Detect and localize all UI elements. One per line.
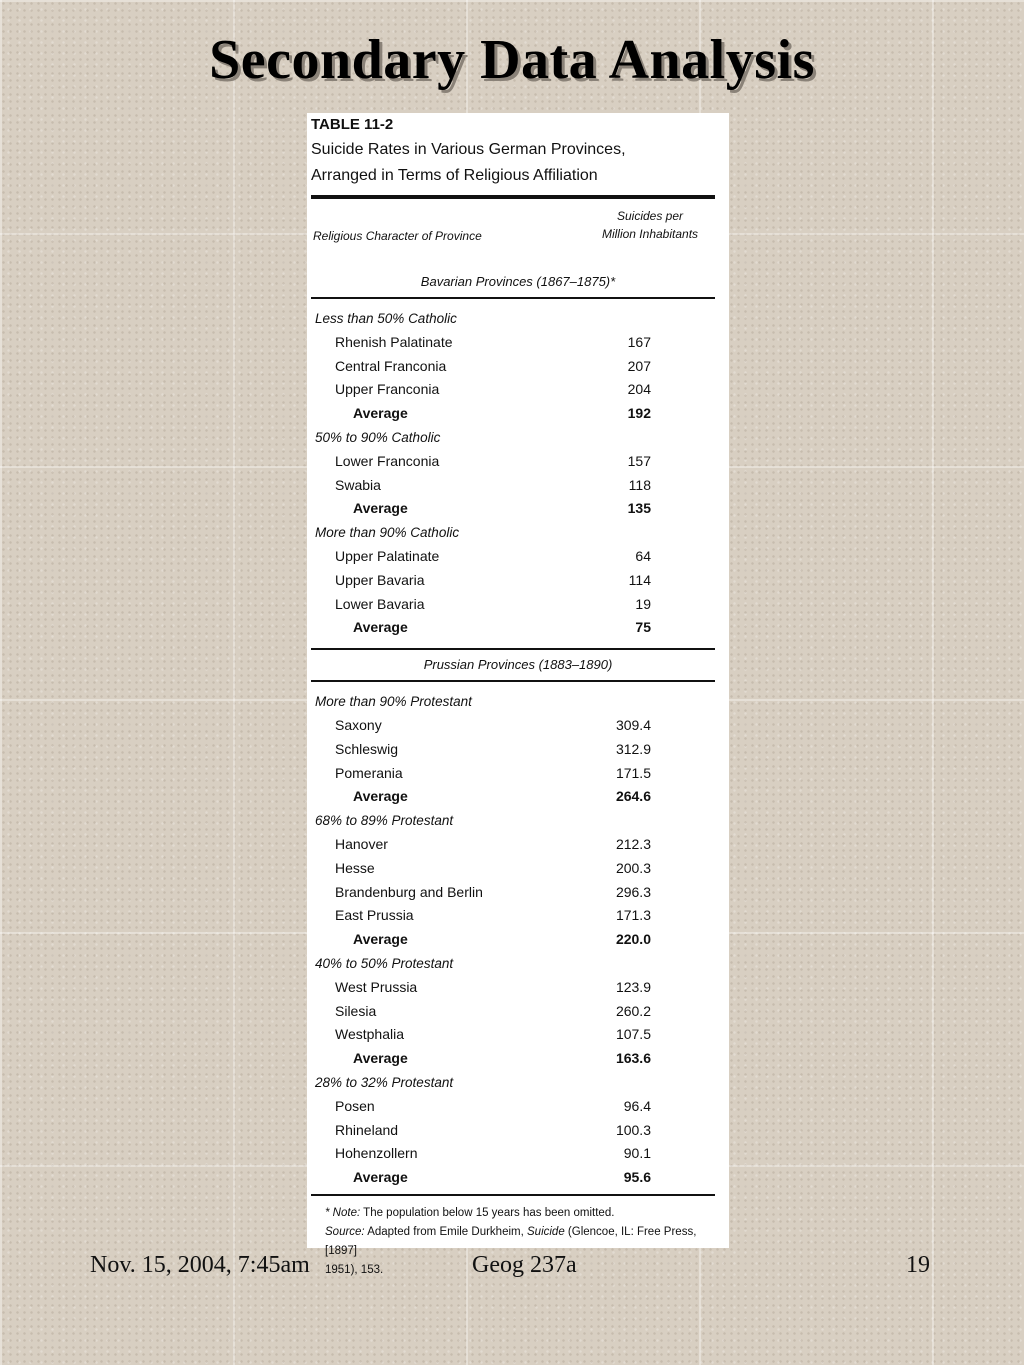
table-header-row (311, 199, 715, 267)
province-name: Average (353, 1169, 408, 1186)
suicide-rate-value: 157 (627, 452, 651, 469)
suicide-rate-value: 95.6 (623, 1169, 651, 1186)
province-name: Hesse (335, 859, 375, 876)
province-name: Upper Bavaria (335, 571, 425, 588)
suicide-rate-value: 90.1 (623, 1145, 651, 1162)
suicide-rate-value: 192 (627, 405, 651, 422)
province-name: Swabia (335, 476, 381, 493)
table-row (311, 1095, 715, 1119)
province-name: Average (353, 405, 408, 422)
suicide-rate-value: 107.5 (615, 1026, 651, 1043)
suicide-rate-value: 212.3 (615, 835, 651, 852)
province-name: Schleswig (335, 740, 399, 757)
suicide-rate-value: 64 (635, 547, 651, 564)
group-heading-row (311, 307, 715, 331)
suicide-rate-value: 296.3 (615, 883, 651, 900)
table-caption-line: Arranged in Terms of Religious Affiliation (311, 167, 598, 184)
suicide-rate-value: 19 (635, 595, 651, 612)
table-row (311, 1142, 715, 1166)
group-label: 28% to 32% Protestant (315, 1074, 454, 1090)
table-row (311, 593, 715, 617)
suicide-rate-value: 96.4 (623, 1097, 651, 1114)
group-heading-row (311, 426, 715, 450)
table-row (311, 569, 715, 593)
table-row (311, 450, 715, 474)
suicide-rate-value: 118 (628, 476, 651, 493)
column-header-province: Religious Character of Province (313, 229, 482, 243)
table-row (311, 1023, 715, 1047)
column-header-rate-line: Suicides per (616, 209, 684, 223)
province-name: East Prussia (335, 907, 414, 924)
table-row (311, 1119, 715, 1143)
group-heading-row (311, 521, 715, 545)
suicide-rate-value: 135 (627, 500, 651, 517)
province-name: Lower Franconia (335, 452, 440, 469)
bavarian-rows (311, 307, 715, 640)
slide-title: Secondary Data Analysis (209, 29, 815, 91)
suicide-rate-value: 114 (628, 571, 651, 588)
suicide-rate-value: 100.3 (615, 1121, 651, 1138)
section-heading-prussian: Prussian Provinces (1883–1890) (423, 657, 613, 673)
suicide-rate-value: 171.3 (615, 907, 651, 924)
suicide-rate-value: 75 (635, 619, 651, 636)
group-heading-row (311, 690, 715, 714)
suicide-rate-value: 200.3 (615, 859, 651, 876)
suicide-rate-value: 204 (627, 381, 651, 398)
suicide-rate-value: 207 (627, 357, 651, 374)
table-bottom-rule (311, 1194, 715, 1196)
group-heading-row (311, 809, 715, 833)
source-label: Source: (325, 1225, 365, 1238)
group-heading-row (311, 952, 715, 976)
suicide-rate-value: 309.4 (615, 716, 651, 733)
table-caption (311, 137, 715, 189)
average-row (311, 1166, 715, 1190)
province-name: Average (353, 931, 408, 948)
suicide-rate-value: 171.5 (615, 764, 651, 781)
note-text: The population below 15 years has been omitted. (363, 1206, 615, 1219)
prussian-rows (311, 690, 715, 1190)
province-name: Saxony (335, 716, 382, 733)
province-name: Average (353, 500, 408, 517)
table-row (311, 474, 715, 498)
footer-course: Geog 237a (472, 1252, 577, 1278)
province-name: Rhineland (335, 1121, 399, 1138)
province-name: Upper Franconia (335, 381, 440, 398)
suicide-rate-value: 167 (627, 333, 651, 350)
group-label: More than 90% Catholic (315, 525, 460, 541)
source-text: Adapted from Emile Durkheim, (367, 1225, 524, 1238)
footer-date: Nov. 15, 2004, 7:45am (90, 1252, 310, 1278)
province-name: Pomerania (335, 764, 403, 781)
province-name: West Prussia (335, 978, 418, 995)
average-row (311, 785, 715, 809)
table-label: TABLE 11-2 (311, 116, 394, 133)
table-note (325, 1204, 715, 1223)
table-row (311, 714, 715, 738)
suicide-rate-value: 312.9 (615, 740, 651, 757)
province-name: Central Franconia (335, 357, 447, 374)
province-name: Posen (335, 1097, 375, 1114)
province-name: Average (353, 619, 408, 636)
province-name: Silesia (335, 1002, 377, 1019)
group-label: 68% to 89% Protestant (315, 813, 454, 829)
province-name: Average (353, 1050, 408, 1067)
province-name: Rhenish Palatinate (335, 333, 453, 350)
province-name: Lower Bavaria (335, 595, 425, 612)
average-row (311, 616, 715, 640)
province-name: Hohenzollern (335, 1145, 418, 1162)
column-header-rate-line: Million Inhabitants (601, 227, 699, 241)
source-text: (Glencoe, IL: Free Press, [1897] (325, 1225, 697, 1257)
table-row (311, 1000, 715, 1024)
table-row (311, 545, 715, 569)
table-row (311, 857, 715, 881)
table-row (311, 378, 715, 402)
average-row (311, 497, 715, 521)
province-name: Brandenburg and Berlin (335, 883, 483, 900)
suicide-rate-value: 123.9 (615, 978, 651, 995)
province-name: Westphalia (335, 1026, 405, 1043)
suicide-rate-value: 264.6 (615, 788, 651, 805)
table-row (311, 881, 715, 905)
table-row (311, 762, 715, 786)
note-label: * Note: (325, 1206, 361, 1219)
average-row (311, 1047, 715, 1071)
column-header-rate (585, 207, 715, 243)
province-name: Average (353, 788, 408, 805)
group-label: More than 90% Protestant (315, 694, 472, 710)
group-label: 40% to 50% Protestant (315, 955, 454, 971)
group-label: 50% to 90% Catholic (315, 429, 441, 445)
section-heading-bavarian: Bavarian Provinces (1867–1875)* (420, 274, 616, 289)
average-row (311, 402, 715, 426)
table-row (311, 331, 715, 355)
group-label: Less than 50% Catholic (315, 311, 457, 326)
table-row (311, 976, 715, 1000)
table-row (311, 355, 715, 379)
province-name: Upper Palatinate (335, 547, 440, 564)
source-text: 1951), 153. (325, 1263, 384, 1276)
footer-page-number: 19 (906, 1252, 930, 1278)
suicide-rate-value: 220.0 (615, 931, 651, 948)
province-name: Hanover (335, 835, 388, 852)
table-row (311, 904, 715, 928)
group-heading-row (311, 1071, 715, 1095)
table-caption-line: Suicide Rates in Various German Provinces, (311, 141, 626, 158)
table-row (311, 738, 715, 762)
average-row (311, 928, 715, 952)
source-title: Suicide (527, 1225, 565, 1238)
suicide-rate-value: 163.6 (615, 1050, 651, 1067)
suicide-rate-value: 260.2 (615, 1002, 651, 1019)
table-row (311, 833, 715, 857)
